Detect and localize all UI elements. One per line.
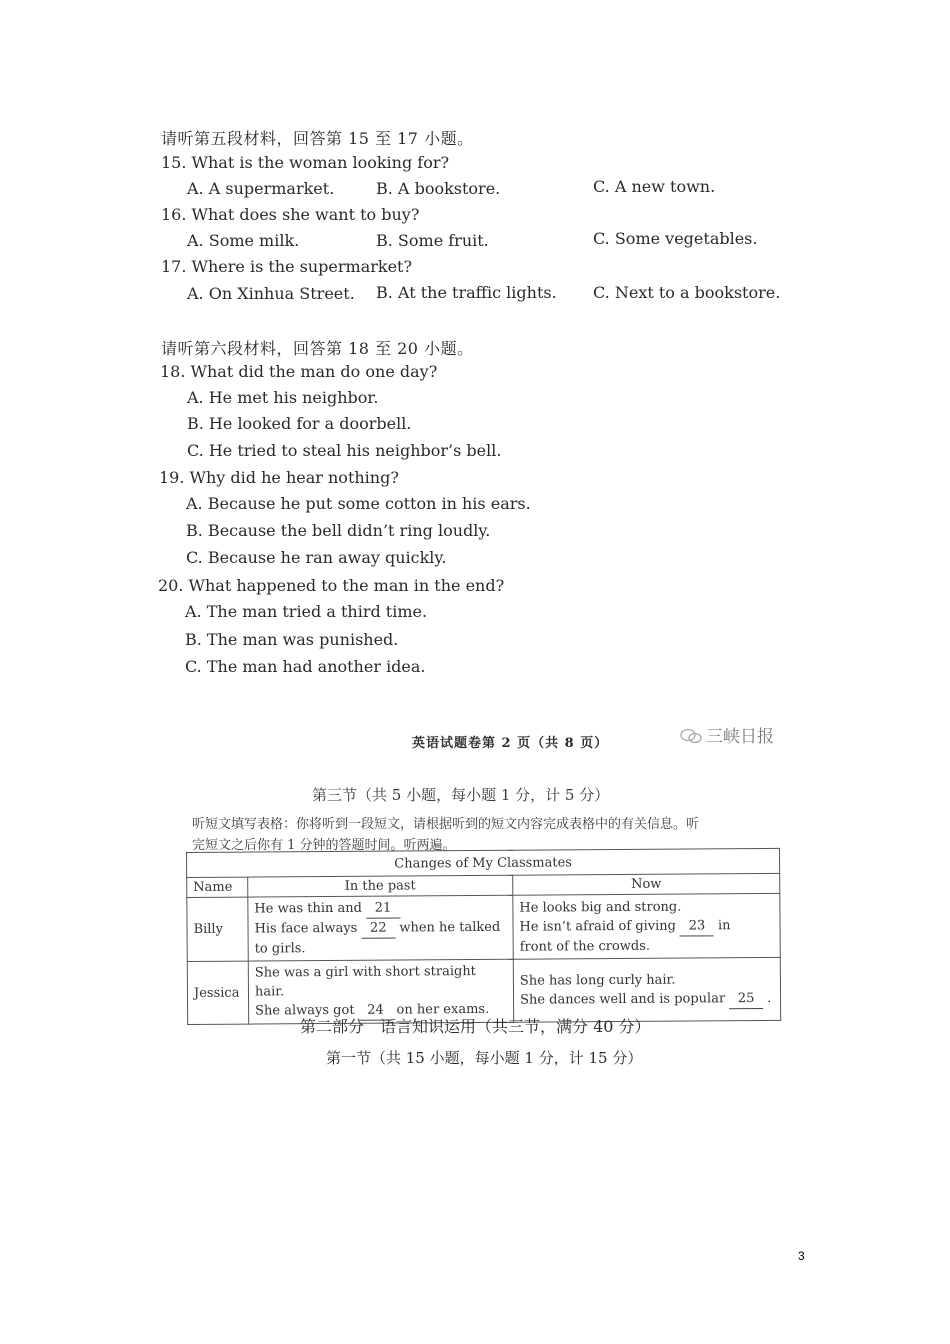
q18-option-c: C. He tried to steal his neighbor’s bell. [187, 441, 502, 460]
jessica-now-line1: She has long curly hair. [519, 972, 676, 989]
q20-option-c: C. The man had another idea. [185, 657, 426, 676]
q20-option-a: A. The man tried a third time. [185, 602, 428, 621]
part3-heading: 第三节（共 5 小题，每小题 1 分，计 5 分） [312, 786, 610, 804]
col-header-now: Now [513, 873, 780, 895]
question-19: 19. Why did he hear nothing? [159, 468, 399, 487]
col-header-past: In the past [248, 875, 513, 897]
part3-instruction-line2: 完短文之后你有 1 分钟的答题时间。听两遍。 [192, 838, 456, 853]
watermark-text: 三峡日报 [706, 727, 774, 747]
row-name-jessica: Jessica [187, 961, 248, 1024]
jessica-past-line1: She was a girl with short straight hair. [254, 963, 476, 1000]
billy-past-cell [248, 895, 513, 961]
billy-past-line2-end: when he talked [399, 919, 501, 936]
jessica-now-line2: She dances well and is popular [519, 990, 726, 1008]
section6-heading: 请听第六段材料，回答第 18 至 20 小题。 [161, 339, 474, 358]
q16-option-c: C. Some vegetables. [593, 229, 758, 248]
q15-option-c: C. A new town. [593, 177, 716, 196]
table-row [187, 893, 780, 961]
q16-option-b: B. Some fruit. [376, 231, 489, 250]
billy-now-line2: He isn’t afraid of giving [519, 918, 677, 935]
question-20: 20. What happened to the man in the end? [158, 576, 505, 595]
scan-page-footer: 英语试题卷第 2 页（共 8 页） [412, 736, 609, 751]
q20-option-b: B. The man was punished. [185, 630, 399, 649]
part2-heading: 第二部分 语言知识运用（共三节，满分 40 分） [300, 1017, 651, 1036]
billy-past-line1: He was thin and [254, 900, 363, 917]
blank-25: 25 [729, 988, 763, 1008]
question-18: 18. What did the man do one day? [160, 362, 438, 381]
billy-past-line3: to girls. [254, 941, 306, 957]
part3-instruction-line1: 听短文填写表格：你将听到一段短文，请根据听到的短文内容完成表格中的有关信息。听 [192, 817, 700, 832]
blank-23: 23 [680, 916, 714, 936]
question-16: 16. What does she want to buy? [161, 205, 420, 224]
table-caption: Changes of My Classmates [187, 848, 780, 877]
jessica-now-line2-end: . [767, 990, 772, 1006]
watermark [680, 722, 774, 747]
col-header-name: Name [187, 877, 248, 897]
billy-now-cell [513, 893, 780, 959]
blank-21: 21 [366, 899, 400, 919]
q18-option-b: B. He looked for a doorbell. [187, 414, 412, 433]
billy-past-line2: His face always [254, 920, 358, 937]
billy-now-line1: He looks big and strong. [519, 899, 682, 916]
row-name-billy: Billy [187, 897, 248, 961]
q18-option-a: A. He met his neighbor. [187, 388, 379, 407]
q17-option-a: A. On Xinhua Street. [187, 284, 355, 303]
jessica-past-line2: She always got [255, 1002, 355, 1019]
q16-option-a: A. Some milk. [187, 231, 300, 250]
blank-22: 22 [361, 919, 395, 939]
q19-option-a: A. Because he put some cotton in his ears. [186, 494, 531, 513]
q15-option-b: B. A bookstore. [376, 179, 501, 198]
wechat-icon [680, 728, 702, 744]
q17-option-c: C. Next to a bookstore. [593, 283, 781, 302]
q19-option-b: B. Because the bell didn’t ring loudly. [186, 521, 491, 540]
billy-now-line3: front of the crowds. [519, 938, 651, 955]
classmates-table [186, 852, 780, 1025]
billy-now-line2-end: in [717, 917, 731, 933]
blank-24: 24 [358, 1001, 392, 1021]
section5-heading: 请听第五段材料，回答第 15 至 17 小题。 [161, 129, 474, 148]
jessica-now-cell [513, 957, 780, 1022]
q15-option-a: A. A supermarket. [187, 179, 335, 198]
jessica-past-line2-end: on her exams. [396, 1001, 490, 1018]
question-15: 15. What is the woman looking for? [161, 153, 450, 172]
page-number: 3 [798, 1249, 805, 1263]
part2-subheading: 第一节（共 15 小题，每小题 1 分，计 15 分） [326, 1049, 643, 1067]
question-17: 17. Where is the supermarket? [161, 257, 413, 276]
q19-option-c: C. Because he ran away quickly. [186, 548, 447, 567]
q17-option-b: B. At the traffic lights. [376, 283, 557, 302]
